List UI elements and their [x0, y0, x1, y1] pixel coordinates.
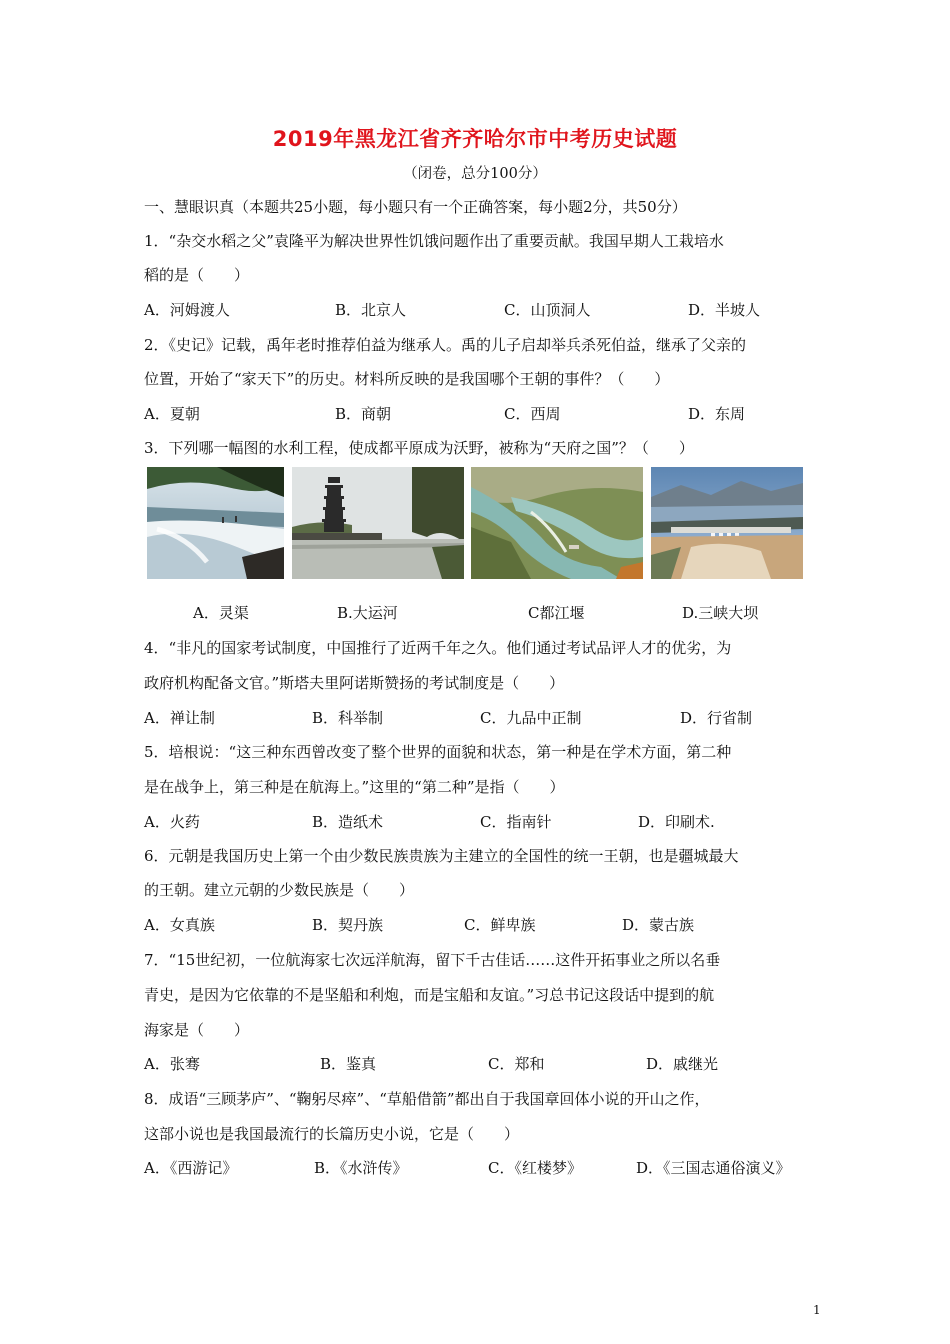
- grand-canal-photo: [292, 467, 464, 579]
- question-1-line-1: 1．“杂交水稻之父”袁隆平为解决世界性饥饿问题作出了重要贡献。我国早期人工栽培水: [144, 232, 724, 250]
- three-gorges-dam-photo: [651, 467, 803, 579]
- q3-option-c: C都江堰: [528, 604, 585, 622]
- question-6-line-2: 的王朝。建立元朝的少数民族是（ ）: [144, 881, 415, 899]
- question-6-line-1: 6．元朝是我国历史上第一个由少数民族贵族为主建立的全国性的统一王朝，也是疆城最大: [144, 847, 739, 865]
- question-2-line-2: 位置，开始了“家天下”的历史。材料所反映的是我国哪个王朝的事件？（ ）: [144, 370, 670, 388]
- q5-option-d: D．印刷术.: [638, 813, 715, 831]
- q5-option-a: A．火药: [144, 813, 200, 831]
- q4-option-a: A．禅让制: [144, 709, 215, 727]
- q1-option-d: D．半坡人: [688, 301, 761, 319]
- question-8-line-1: 8．成语“三顾茅庐”、“鞠躬尽瘁”、“草船借箭”都出自于我国章回体小说的开山之作，: [144, 1090, 710, 1108]
- q3-option-a: A．灵渠: [193, 604, 249, 622]
- question-2-line-1: 2．《史记》记载，禹年老时推荐伯益为继承人。禹的儿子启却举兵杀死伯益，继承了父亲的: [144, 336, 747, 354]
- q6-option-a: A．女真族: [144, 916, 215, 934]
- q3-option-b: B.大运河: [337, 604, 398, 622]
- q7-option-a: A．张骞: [144, 1055, 200, 1073]
- q8-option-a: A．《西游记》: [144, 1159, 238, 1177]
- q5-option-b: B．造纸术: [312, 813, 384, 831]
- question-7-line-2: 青史，是因为它依靠的不是坚船和利炮，而是宝船和友谊。”习总书记这段话中提到的航: [144, 986, 715, 1004]
- section-heading: 一、慧眼识真（本题共25小题，每小题只有一个正确答案，每小题2分，共50分）: [144, 198, 687, 216]
- q3-option-d: D.三峡大坝: [682, 604, 759, 622]
- question-7-line-1: 7．“15世纪初，一位航海家七次远洋航海，留下千古佳话……这件开拓事业之所以名垂: [144, 951, 721, 969]
- q1-option-a: A．河姆渡人: [144, 301, 230, 319]
- question-8-line-2: 这部小说也是我国最流行的长篇历史小说，它是（ ）: [144, 1125, 520, 1143]
- q7-option-d: D．戚继光: [646, 1055, 719, 1073]
- question-3-line-1: 3．下列哪一幅图的水利工程，使成都平原成为沃野，被称为“天府之国”？（ ）: [144, 439, 694, 457]
- q6-option-d: D．蒙古族: [622, 916, 695, 934]
- q1-option-b: B．北京人: [335, 301, 407, 319]
- dujiangyan-photo: [471, 467, 643, 579]
- q7-option-b: B．鉴真: [320, 1055, 377, 1073]
- question-4-line-1: 4．“非凡的国家考试制度，中国推行了近两千年之久。他们通过考试品评人才的优劣，为: [144, 639, 732, 657]
- question-1-line-2: 稻的是（ ）: [144, 266, 250, 284]
- q6-option-b: B．契丹族: [312, 916, 384, 934]
- q8-option-d: D．《三国志通俗演义》: [636, 1159, 791, 1177]
- question-5-line-1: 5．培根说：“这三种东西曾改变了整个世界的面貌和状态，第一种是在学术方面，第二种: [144, 743, 732, 761]
- lingqu-photo: [147, 467, 284, 579]
- q4-option-d: D．行省制: [680, 709, 753, 727]
- question-4-line-2: 政府机构配备文官。”斯塔夫里阿诺斯赞扬的考试制度是（ ）: [144, 674, 565, 692]
- page-subtitle: （闭卷，总分100分）: [403, 166, 547, 182]
- q2-option-c: C．西周: [504, 405, 561, 423]
- q4-option-b: B．科举制: [312, 709, 384, 727]
- page-title: 2019年黑龙江省齐齐哈尔市中考历史试题: [272, 127, 678, 151]
- question-7-line-3: 海家是（ ）: [144, 1021, 250, 1039]
- q1-option-c: C．山顶洞人: [504, 301, 591, 319]
- q5-option-c: C．指南针: [480, 813, 552, 831]
- q2-option-a: A．夏朝: [144, 405, 200, 423]
- q2-option-b: B．商朝: [335, 405, 392, 423]
- question-5-line-2: 是在战争上，第三种是在航海上。”这里的“第二种”是指（ ）: [144, 778, 565, 796]
- q8-option-b: B．《水浒传》: [314, 1159, 408, 1177]
- q4-option-c: C．九品中正制: [480, 709, 582, 727]
- page-number: 1: [813, 1303, 821, 1317]
- q7-option-c: C．郑和: [488, 1055, 545, 1073]
- q2-option-d: D．东周: [688, 405, 746, 423]
- q6-option-c: C．鲜卑族: [464, 916, 536, 934]
- q8-option-c: C．《红楼梦》: [488, 1159, 582, 1177]
